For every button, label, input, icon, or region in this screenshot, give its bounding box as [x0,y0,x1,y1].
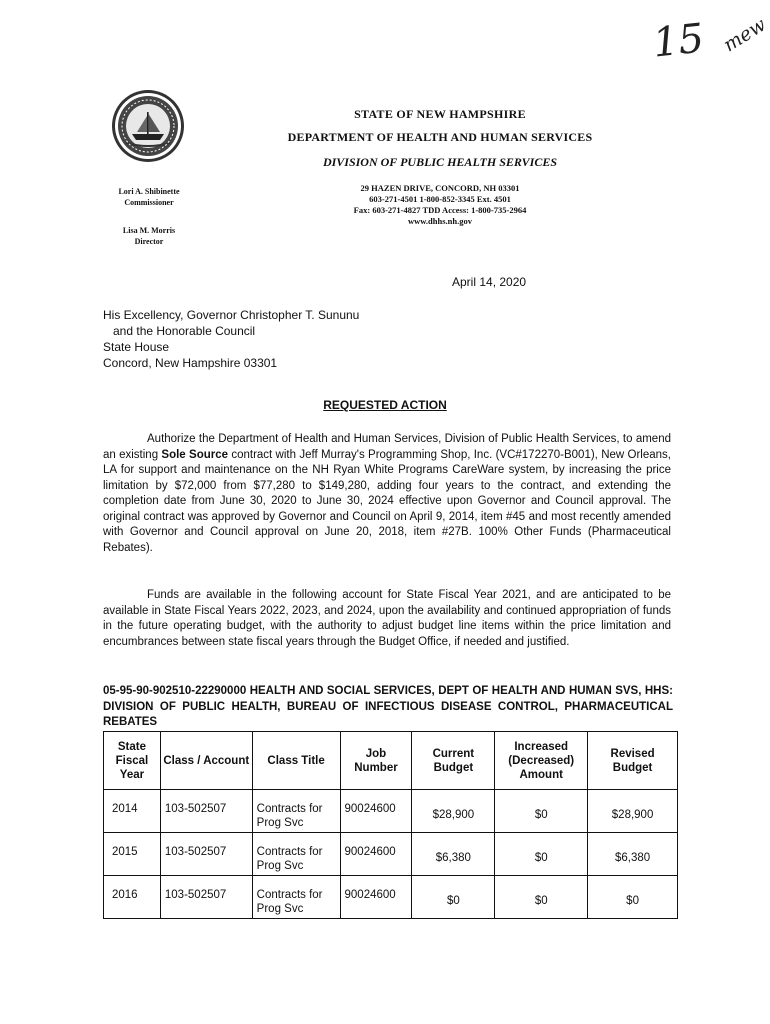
requested-action-heading [0,398,770,412]
cell-increased-amount: $0 [495,833,588,876]
account-heading: 05-95-90-902510-22290000 HEALTH AND SOCIAL SERVICES, DEPT OF HEALTH AND HUMAN SVS, HHS: DIVISION OF PUBLIC HEALTH, BUREAU OF INFECTIOUS DISEASE CONTROL, PHARMACEUTICAL REBATES [103,685,673,728]
header-increased-amount: Increased (Decreased) Amount [495,732,588,790]
commissioner-block [96,186,202,208]
commissioner-title: Commissioner [124,198,174,207]
cell-class-title: Contracts for Prog Svc [252,833,340,876]
paragraph-funding: Funds are available in the following account for State Fiscal Year 2021, and are anticipated to be available in State Fiscal Years 2022, 2023, and 2024, upon the availability and continued appropriation of funds in the future operating budget, with the authority to adjust budget line items within the price limitation and encumbrances between state fiscal years through the Budget Office, if needed and justified. [103,589,671,648]
cell-fiscal-year: 2015 [104,833,161,876]
cell-revised-budget: $28,900 [588,790,678,833]
header-job-number: Job Number [340,732,412,790]
cell-class-title: Contracts for Prog Svc [252,790,340,833]
cell-class-account: 103-502507 [160,833,252,876]
header-current-budget: Current Budget [412,732,495,790]
cell-class-title: Contracts for Prog Svc [252,876,340,919]
table-header-row [104,732,678,790]
letterhead-phone: 603-271-4501 1-800-852-3345 Ext. 4501 [369,194,511,204]
cell-current-budget: $28,900 [412,790,495,833]
paragraph-authorization [103,432,671,556]
budget-table [103,731,678,919]
letterhead-web: www.dhhs.nh.gov [407,216,472,226]
addressee-block [103,307,359,371]
director-title: Director [134,237,164,246]
addressee-line-4: Concord, New Hampshire 03301 [103,356,278,370]
commissioner-name: Lori A. Shibinette [118,187,180,196]
letterhead-fax: Fax: 603-271-4827 TDD Access: 1-800-735-2964 [353,205,527,215]
header-revised-budget: Revised Budget [588,732,678,790]
director-name: Lisa M. Morris [122,226,176,235]
state-seal-logo [110,88,186,164]
handwritten-page-number: 15 [650,15,707,67]
table-row [104,790,678,833]
cell-revised-budget: $0 [588,876,678,919]
letterhead-address: 29 HAZEN DRIVE, CONCORD, NH 03301 [360,183,520,193]
handwritten-initials: mew [719,13,770,57]
addressee-line-2: and the Honorable Council [113,324,256,338]
cell-current-budget: $6,380 [412,833,495,876]
letterhead-state: STATE OF NEW HAMPSHIRE [354,107,526,121]
cell-current-budget: $0 [412,876,495,919]
table-row [104,876,678,919]
cell-increased-amount: $0 [495,876,588,919]
cell-fiscal-year: 2016 [104,876,161,919]
cell-class-account: 103-502507 [160,790,252,833]
header-class-title: Class Title [252,732,340,790]
letter-date: April 14, 2020 [452,275,527,289]
paragraph-1-bold: Sole Source [161,448,229,461]
cell-revised-budget: $6,380 [588,833,678,876]
letterhead-contact [300,183,580,227]
cell-job-number: 90024600 [340,833,412,876]
cell-job-number: 90024600 [340,876,412,919]
paragraph-1-before: Authorize the Department of Health and Human Services, Division of Public Health Services, to amend an existing [103,433,671,461]
cell-class-account: 103-502507 [160,876,252,919]
letterhead-division: DIVISION OF PUBLIC HEALTH SERVICES [322,155,558,169]
paragraph-1-after: contract with Jeff Murray's Programming Shop, Inc. (VC#172270-B001), New Orleans, LA for support and maintenance on the NH Ryan White Programs CareWare system, by increasing the price limitation by $72,000 from $77,280 to $149,280, adding four years to the contract, and extending the completion date from June 30, 2020 to June 30, 2024 effective upon Governor and Council approval. The original contract was approved by Governor and Council on April 9, 2014, item #45 and most recently amended with Governor and Council approval on June 20, 2018, item #27B. 100% Other Funds (Pharmaceutical Rebates). [103,448,671,554]
addressee-line-3: State House [103,340,170,354]
table-row [104,833,678,876]
addressee-line-1: His Excellency, Governor Christopher T. Sununu [103,308,360,322]
cell-increased-amount: $0 [495,790,588,833]
header-class-account: Class / Account [160,732,252,790]
letterhead-department: DEPARTMENT OF HEALTH AND HUMAN SERVICES [287,130,593,144]
requested-action-heading-text: REQUESTED ACTION [323,398,447,412]
cell-fiscal-year: 2014 [104,790,161,833]
cell-job-number: 90024600 [340,790,412,833]
header-fiscal-year: State Fiscal Year [104,732,161,790]
director-block [96,225,202,247]
